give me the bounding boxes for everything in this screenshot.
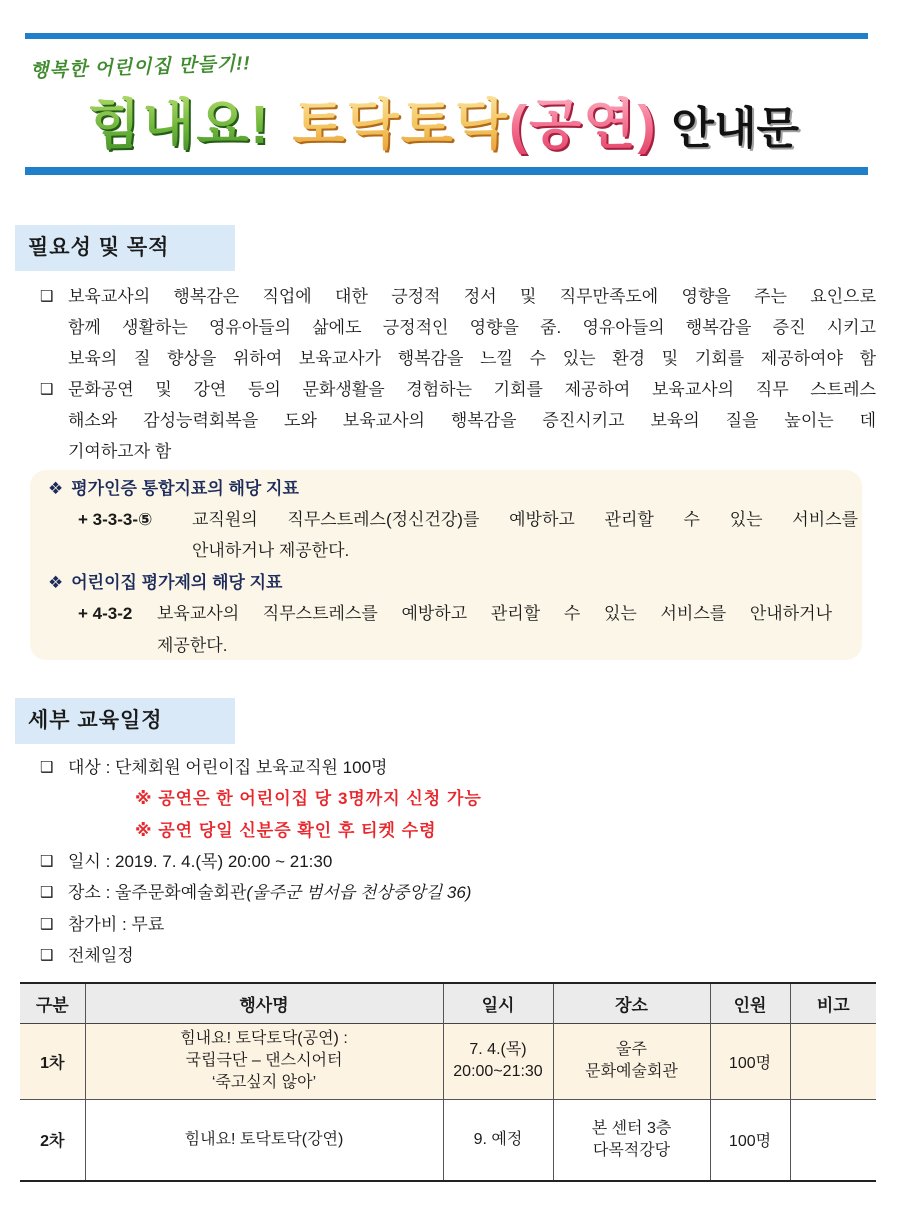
diamond-icon: ❖ [48,572,64,592]
datetime-text: 일시 : 2019. 7. 4.(목) 20:00 ~ 21:30 [68,851,333,871]
cell-remarks [790,1099,876,1181]
event-line: 힘내요! 토닥토닥(공연) : [180,1030,348,1047]
venue-line: 다목적강당 [592,1141,671,1159]
slogan: 행복한 어린이집 만들기!! [29,53,252,82]
title-part-performance: (공연) [509,90,657,160]
column-header: 비고 [790,983,876,1023]
purpose-bullet [40,374,876,467]
indicator-item [30,504,862,567]
purpose-bullets [40,281,876,467]
venue-address: (울주군 범서읍 천상중앙길 36) [246,883,472,903]
top-blue-rule [25,33,868,39]
title-part-cheer: 힘내요! [88,90,270,160]
cell-venue [553,1023,710,1099]
cell-remarks [790,1023,876,1099]
cell-date [443,1099,553,1181]
indicator-line: 보육교사의 직무스트레스를 예방하고 관리할 수 있는 서비스를 안내하거나 [157,604,832,624]
bullet-line: 보육교사의 행복감은 직업에 대한 긍정적 정서 및 직무만족도에 영향을 주는 요인으로 [68,287,876,306]
indicator-heading-text: 어린이집 평가제의 해당 지표 [71,572,283,592]
checkbox-icon: ❑ [40,946,54,964]
checkbox-icon: ❑ [40,884,54,902]
date-line: 7. 4.(목) [469,1041,527,1058]
bottom-blue-rule [25,167,868,175]
column-header: 일시 [443,983,553,1023]
section-heading-purpose: 필요성 및 목적 [15,225,235,271]
date-line: 20:00~21:30 [453,1063,543,1080]
cell-event [85,1099,443,1181]
diamond-icon: ❖ [48,478,64,498]
detail-schedule [40,940,876,971]
cell-round: 2차 [20,1099,85,1181]
checkbox-icon: ❑ [40,759,54,776]
bullet-line: 문화공연 및 강연 등의 문화생활을 경험하는 기회를 제공하여 보육교사의 직무 스트레스 [68,380,876,399]
indicator-text [192,504,858,567]
title-part-todak: 토닥토닥 [292,90,509,160]
page-title [88,90,799,160]
cell-headcount: 100명 [710,1099,790,1181]
cell-venue [553,1099,710,1181]
section-heading-schedule: 세부 교육일정 [15,698,235,744]
fee-text: 참가비 : 무료 [68,914,165,934]
notice-ticket: ※ 공연 당일 신분증 확인 후 티켓 수령 [135,820,437,840]
table-header-row [20,983,876,1023]
column-header: 장소 [553,983,710,1023]
indicator-line: 제공한다. [157,635,228,655]
target-text: 대상 : 단체회원 어린이집 보육교직원 100명 [68,758,388,777]
indicator-code: + 3-3-3-⑤ [78,509,153,529]
checkbox-icon: ❑ [40,381,54,398]
detail-venue [40,877,876,908]
venue-line: 본 센터 3층 [591,1119,672,1137]
bullet-line: 보육의 질 향상을 위하여 보육교사가 행복감을 느낄 수 있는 환경 및 기회를 제공하여야 함 [68,349,876,368]
table-row [20,1023,876,1099]
checkbox-icon: ❑ [40,288,54,305]
detail-datetime [40,846,876,877]
column-header: 인원 [710,983,790,1023]
venue-line: 문화예술회관 [585,1063,678,1080]
cell-date [443,1023,553,1099]
event-line: 국립극단 – 댄스시어터 [185,1052,343,1069]
detail-target [40,752,876,783]
checkbox-icon: ❑ [40,915,54,933]
event-line: ‘죽고싶지 않아’ [211,1074,317,1091]
table-row [20,1099,876,1181]
indicator-box [30,470,862,660]
cell-round: 1차 [20,1023,85,1099]
indicator-heading-text: 평가인증 통합지표의 해당 지표 [71,478,299,498]
column-header: 구분 [20,983,85,1023]
cell-headcount: 100명 [710,1023,790,1099]
event-line: 힘내요! 토닥토닥(강연) [184,1130,344,1148]
purpose-bullet [40,281,876,374]
indicator-text [157,598,832,661]
title-part-notice: 안내문 [671,104,799,153]
indicator-line: 교직원의 직무스트레스(정신건강)를 예방하고 관리할 수 있는 서비스를 [192,509,858,529]
schedule-label: 전체일정 [68,945,134,965]
venue-line: 울주 [616,1041,647,1058]
bullet-line: 해소와 감성능력회복을 도와 보육교사의 행복감을 증진시키고 보육의 질을 높이는 데 [68,411,876,430]
schedule-details [40,752,876,971]
bullet-line: 함께 생활하는 영유아들의 삶에도 긍정적인 영향을 줌. 영유아들의 행복감을 증진 시키고 [68,318,876,337]
indicator-heading [30,473,862,504]
column-header: 행사명 [85,983,443,1023]
indicator-line: 안내하거나 제공한다. [192,541,350,561]
cell-event [85,1023,443,1099]
venue-text: 장소 : 울주문화예술회관 [68,883,247,903]
checkbox-icon: ❑ [40,852,54,870]
schedule-table [20,982,876,1182]
notice-limit: ※ 공연은 한 어린이집 당 3명까지 신청 가능 [135,789,482,809]
indicator-code: + 4-3-2 [78,604,133,624]
indicator-heading [30,567,862,598]
date-line: 9. 예정 [473,1130,523,1148]
bullet-line: 기여하고자 함 [68,442,172,461]
detail-fee [40,909,876,940]
indicator-item [30,598,862,661]
